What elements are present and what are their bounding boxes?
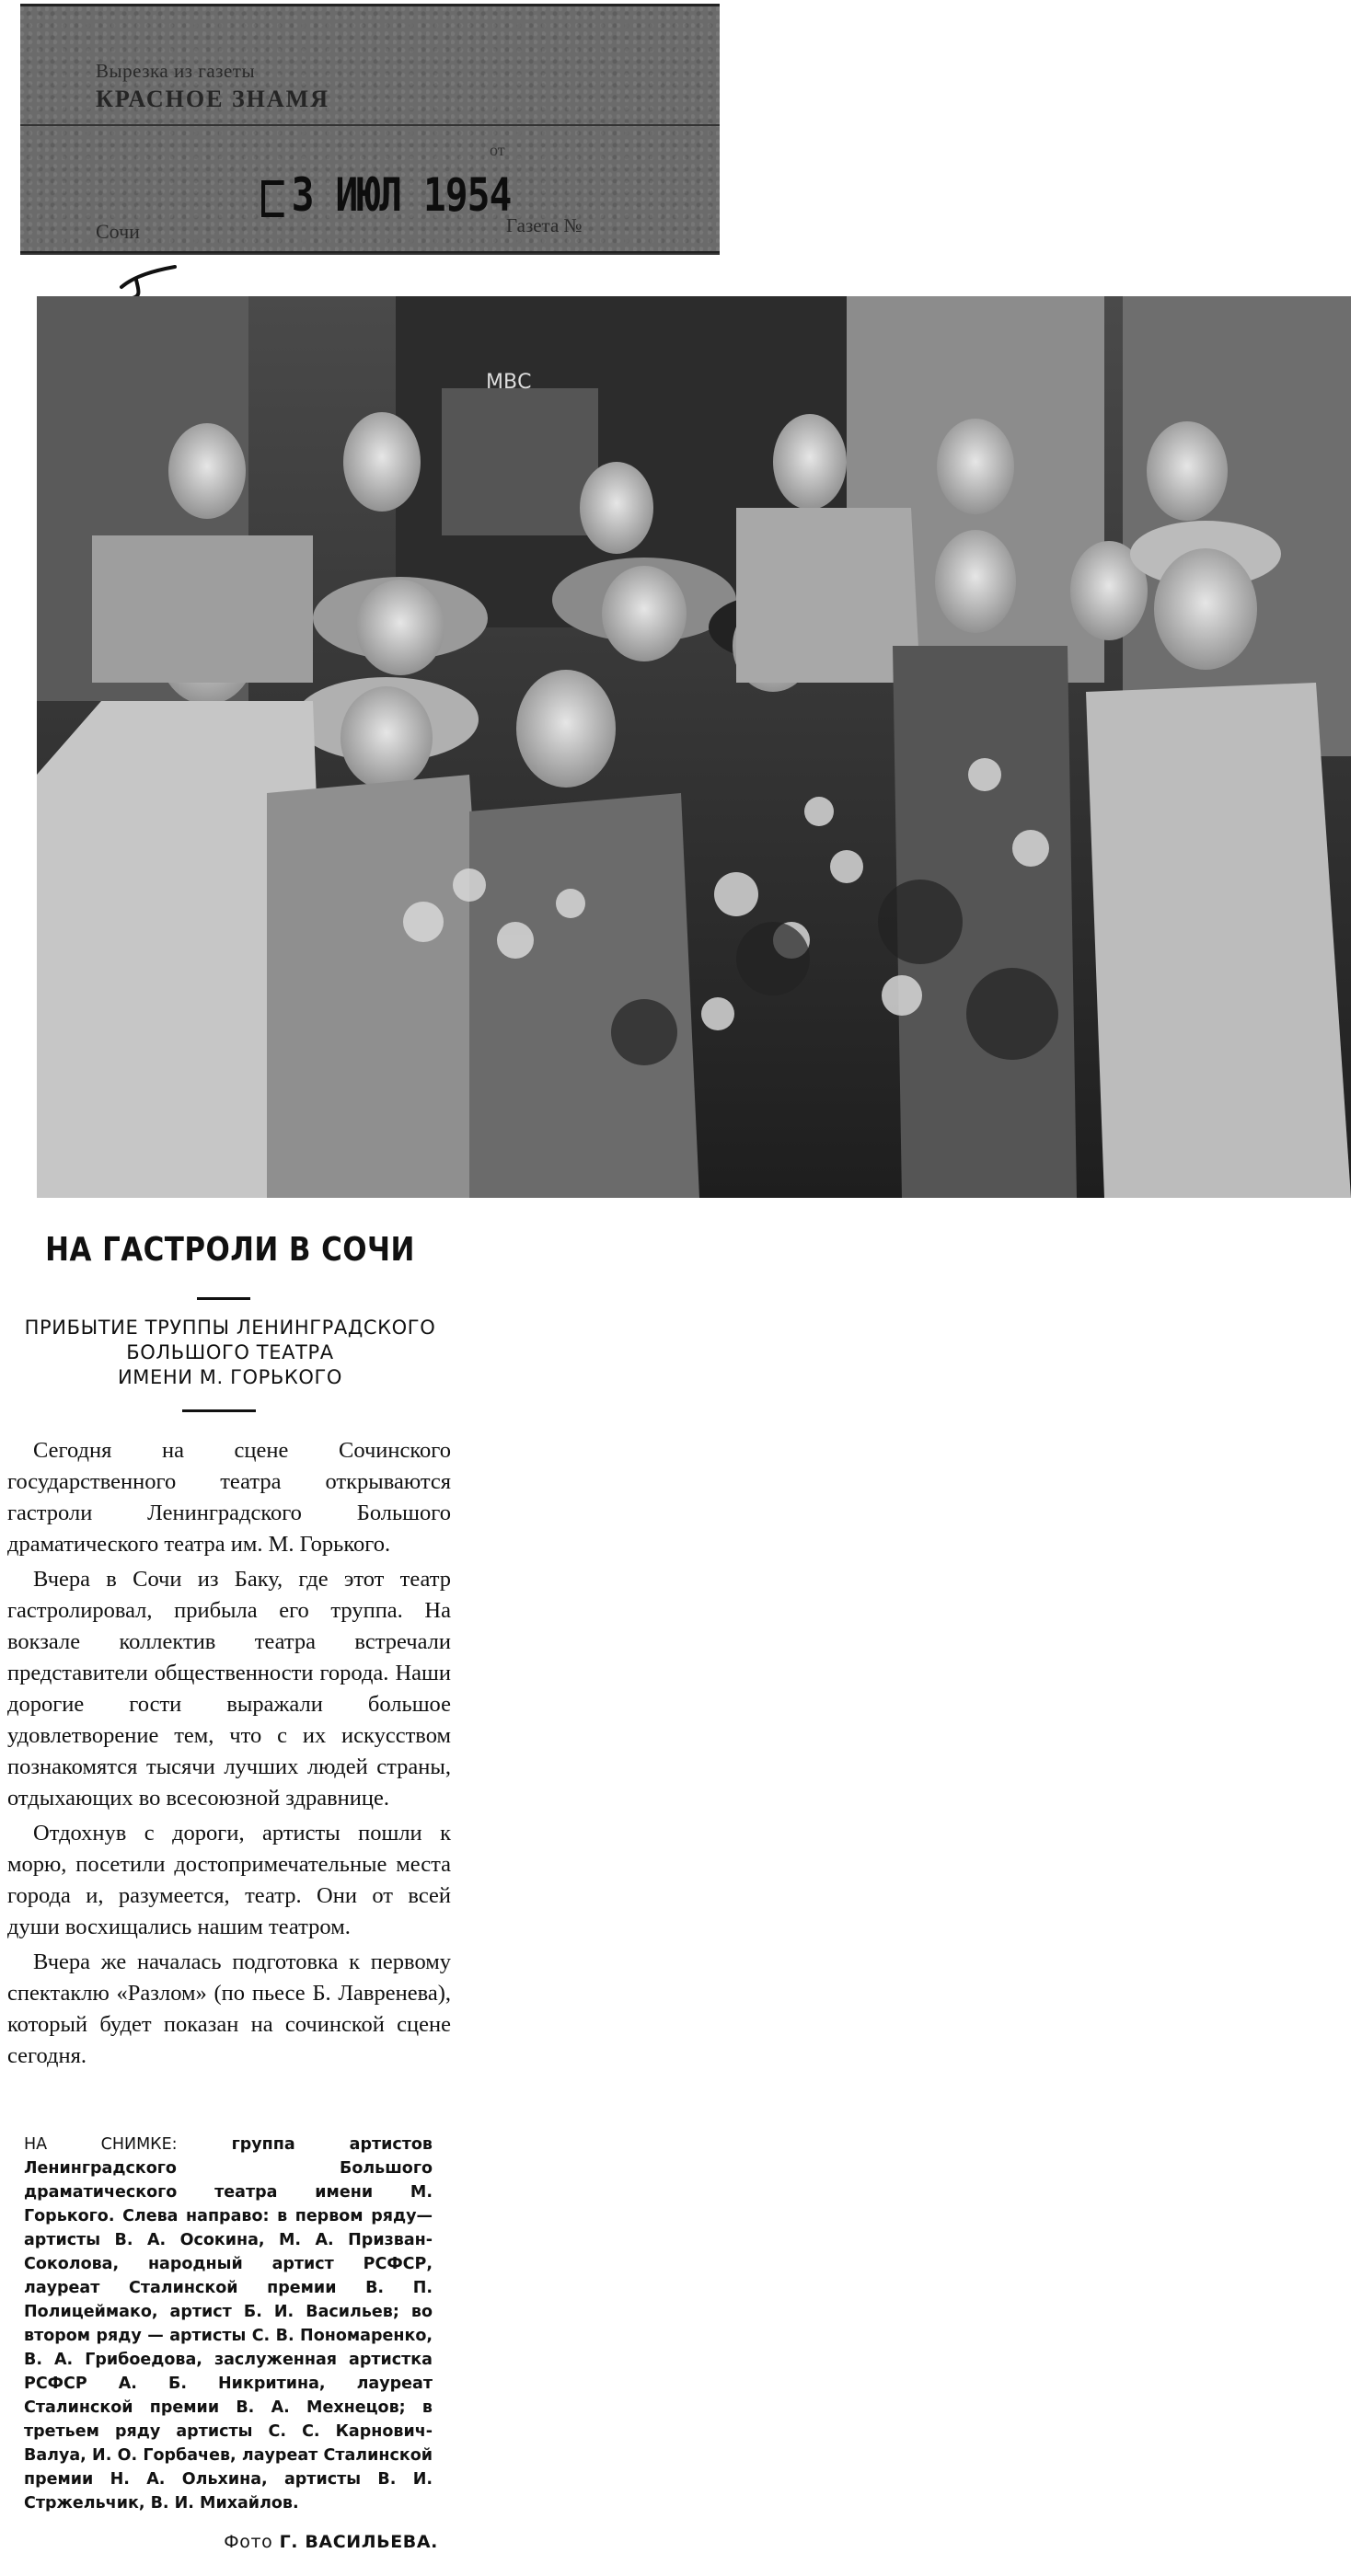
city-label: Сочи <box>96 220 140 243</box>
clipping-label <box>20 4 720 254</box>
article-body <box>7 1435 451 2076</box>
stamp-bracket-icon <box>261 180 284 217</box>
article-paragraph-2: Вчера в Сочи из Баку, где этот театр гастролировал, прибыла его труппа. На вокзале коллектив театра встречали представители общественности города. Наши дорогие гости выражали большое удовлетворение тем, что с их искусством познакомятся тысячи лучших людей страны, отдыхающих во всесоюзной здравнице. <box>7 1567 451 1811</box>
photo-caption <box>24 2133 433 2515</box>
photo-sign-text: МВС <box>486 371 532 394</box>
caption-body: группа артистов Ленинградского Большого драматического театра имени М. Горького. Слева направо: в первом ряду—артисты В. А. Осокина, М. А. Призван-Соколова, народный артист РСФСР, лауреат Сталинской премии В. П. Полицеймако, артист Б. И. Васильев; во втором ряду — артисты С. В. Пономаренко, В. А. Грибоедова, заслуженная артистка РСФСР А. Б. Никритина, лауреат Сталинской премии В. А. Мехнецов; в третьем ряду артисты С. С. Карнович-Валуа, И. О. Горбачев, лауреат Сталинской премии Н. А. Ольхина, артисты В. И. Стржельчик, В. И. Михайлов. <box>24 2135 433 2513</box>
label-rule-bottom <box>20 253 720 255</box>
article <box>0 1213 460 2565</box>
date-from-label: от <box>490 141 505 159</box>
caption-lead: НА СНИМКЕ: <box>24 2135 178 2154</box>
article-headline: НА ГАСТРОЛИ В СОЧИ <box>45 1231 415 1269</box>
article-paragraph-4: Вчера же началась подготовка к первому спектаклю «Разлом» (по пьесе Б. Лавренева), который будет показан на сочинской сцене сегодня. <box>7 1949 451 2068</box>
date-stamp-text: 3 ИЮЛ 1954 <box>291 168 512 222</box>
article-paragraph-1: Сегодня на сцене Сочинского государственного театра открываются гастроли Ленинградского Большого драматического театра им. М. Горького. <box>7 1438 451 1557</box>
article-paragraph-3: Отдохнув с дороги, артисты пошли к морю, посетили достопримечательные места города и, разумеется, театр. Они от всей души восхищались нашим театром. <box>7 1821 451 1939</box>
issue-label: Газета № <box>506 214 583 236</box>
group-photo <box>37 296 1351 1198</box>
credit-prefix: Фото <box>224 2532 273 2552</box>
credit-name: Г. ВАСИЛЬЕВА. <box>279 2532 438 2552</box>
photo-credit <box>0 2532 438 2552</box>
label-rule <box>20 124 720 126</box>
subhead-line-3: ИМЕНИ М. ГОРЬКОГО <box>117 1366 343 1388</box>
headline-divider <box>197 1297 250 1300</box>
group-photo-drawing <box>37 296 1351 1198</box>
newspaper-name: КРАСНОЕ ЗНАМЯ <box>96 86 329 112</box>
clipping-source-label: Вырезка из газеты <box>96 60 256 82</box>
subhead-divider <box>182 1409 256 1412</box>
subhead-line-2: БОЛЬШОГО ТЕАТРА <box>126 1341 334 1363</box>
date-stamp <box>261 168 511 222</box>
subhead-line-1: ПРИБЫТИЕ ТРУППЫ ЛЕНИНГРАДСКОГО <box>24 1317 436 1339</box>
article-subhead <box>0 1316 460 1390</box>
